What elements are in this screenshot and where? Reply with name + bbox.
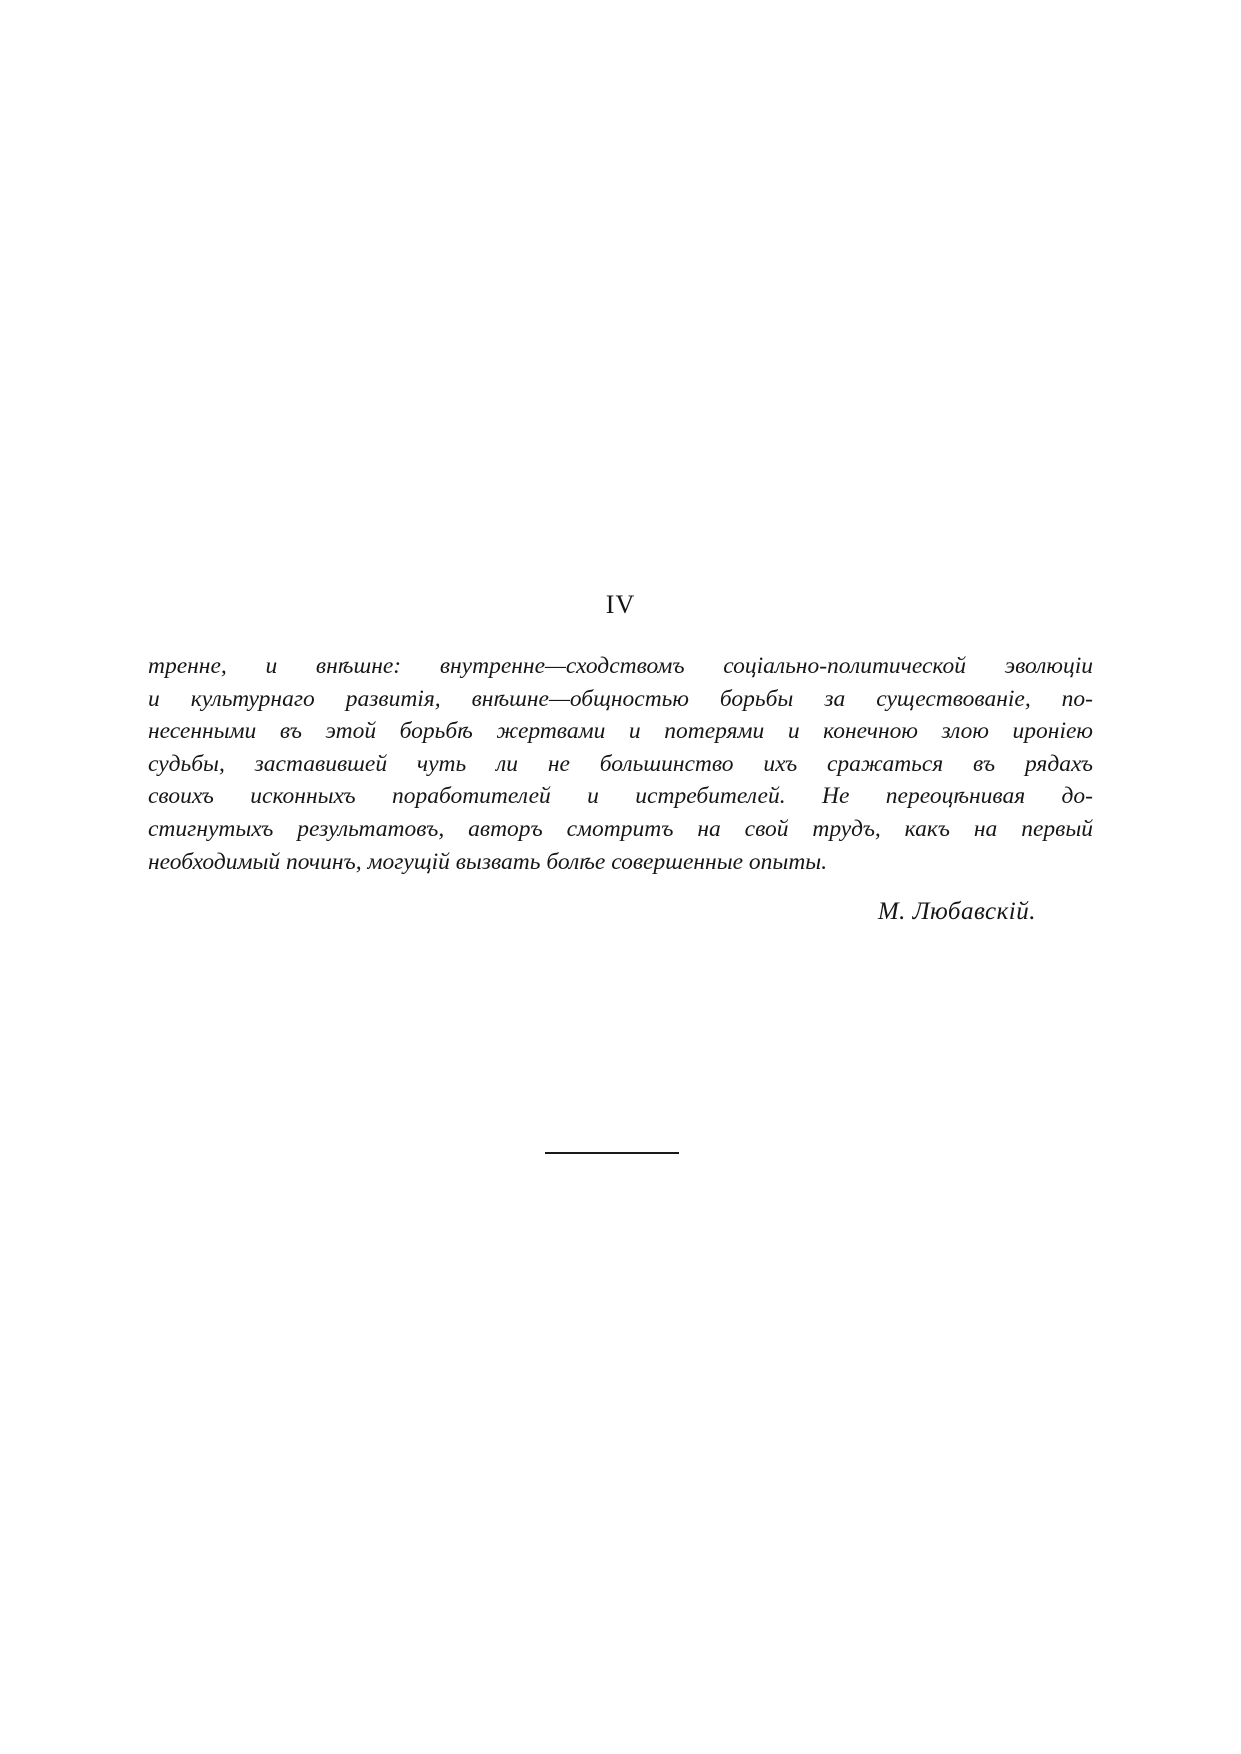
page-number: IV [605, 590, 636, 619]
end-rule-divider [545, 1152, 679, 1154]
text-line: стигнутыхъ результатовъ, авторъ смотритъ на свой трудъ, какъ на первый [148, 815, 1093, 842]
text-line: тренне, и внѣшне: внутренне—сходствомъ соціально-политической эволюціи [148, 653, 1093, 679]
text-line: несенными въ этой борьбѣ жертвами и потерями и конечною злою ироніею [148, 718, 1093, 745]
text-line: судьбы, заставившей чуть ли не большинство ихъ сражаться въ рядахъ [148, 750, 1093, 777]
text-line: и культурнаго развитія, внѣшне—общностью борьбы за существованіе, по- [148, 685, 1093, 712]
text-line: необходимый починъ, могущій вызвать болѣе совершенные опыты. [148, 848, 828, 875]
text-line: своихъ исконныхъ поработителей и истребителей. Не переоцѣнивая до- [148, 783, 1093, 810]
author-signature: М. Любавскій. [877, 898, 1036, 925]
body-paragraph [148, 650, 1093, 878]
